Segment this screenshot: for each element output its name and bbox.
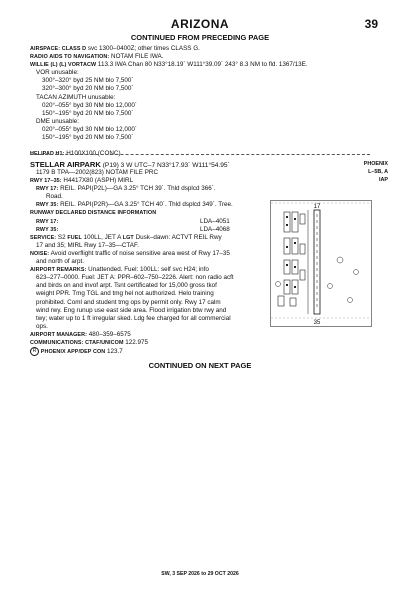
rwy17-label: RWY 17:: [36, 186, 59, 193]
runway-text: H4417X80 (ASPH) MIRL: [63, 177, 134, 185]
rwy17-line: [30, 185, 270, 193]
airspace-text: svc 1300–0400Z; other times CLASS G.: [87, 45, 200, 52]
airport-id-coords: (P19) 3 W UTC–7 N33°17.93´ W111°54.95´: [102, 162, 230, 169]
runway-label: RWY 17–35:: [30, 178, 62, 185]
footer-dates: SW, 3 SEP 2026 to 29 OCT 2026: [161, 571, 239, 577]
rwy17-text: REIL. PAPI(P2L)—GA 3.25° TCH 39´. Thld dsplcd 366´.: [60, 185, 216, 193]
side-city: PHOENIX: [363, 161, 388, 167]
remarks-line: and birds on and invof arpt. Tsnt certificated for 15,000 gross tkof: [36, 282, 217, 290]
noise-text-2: and north of arpt.: [36, 258, 84, 266]
declared-rwy17: [30, 218, 270, 226]
airport-diagram: [270, 200, 372, 327]
manager-text: 480–359–6575: [88, 330, 131, 338]
remarks-label: AIRPORT REMARKS:: [30, 267, 87, 274]
continued-next-heading: CONTINUED ON NEXT PAGE: [148, 361, 252, 370]
declared-rwy17-label: RWY 17:: [36, 218, 59, 225]
tacan-restriction-1: 020°–055° byd 30 NM blo 12,000´: [42, 101, 138, 109]
remarks-text-0: Unattended. Fuel: 100LL: self svc H24; info: [88, 266, 209, 274]
service-line: [30, 234, 270, 242]
state-title: ARIZONA: [170, 17, 230, 31]
airport-title-line: [30, 160, 230, 169]
radio-aids-text: NOTAM FILE IWA.: [111, 53, 164, 61]
runway-line: [30, 177, 270, 185]
side-reference: [364, 160, 388, 184]
side-chart: L–5B, A: [368, 169, 388, 175]
airport-entry: [30, 169, 270, 356]
tacan-restriction-2: 150°–195° byd 20 NM blo 7,500´: [42, 109, 134, 117]
remarks-line: weight PPR. Tmg TGL and tmg hel not authorized. Helo training: [36, 290, 214, 298]
vor-restriction-1: 300°–320° byd 25 NM blo 7,500´: [42, 77, 134, 85]
continued-from-heading: CONTINUED FROM PRECEDING PAGE: [130, 33, 270, 42]
helipad-text: H100X100 (CONC): [66, 150, 121, 158]
vortac-text: 113.3 IWA Chan 80 N33°18.19´ W111°39.09´ 243° 8.3 NM to fld. 1367/13E.: [97, 61, 308, 69]
lgt-text: Dusk–dawn: ACTVT REIL Rwy: [135, 233, 222, 241]
dme-unusable: DME unusable:: [36, 117, 80, 125]
vortac-line: [30, 61, 370, 69]
remarks-line-0: [30, 266, 270, 274]
noise-label: NOISE:: [30, 250, 50, 257]
rwy35-line: [30, 201, 270, 209]
registered-r-icon: R: [30, 347, 39, 356]
noise-text: Avoid overflight traffic of noise sensitive area west of Rwy 17–35: [50, 249, 230, 257]
side-iap: IAP: [379, 177, 388, 183]
lgt-label: LGT: [122, 234, 134, 241]
dme-restriction-1: 020°–055° byd 30 NM blo 12,000´: [42, 125, 138, 133]
vortac-label: WILLIE (L) (L) VORTACW: [30, 62, 97, 69]
declared-distance-heading: RUNWAY DECLARED DISTANCE INFORMATION: [30, 210, 157, 217]
airspace-line: [30, 45, 370, 53]
radio-aids-line: [30, 53, 370, 61]
tacan-unusable: TACAN AZIMUTH unusable:: [36, 93, 116, 101]
airport-elev-line: 1179 B TPA—2002(823) NOTAM FILE PRC: [36, 169, 159, 176]
airspace-label: AIRSPACE: CLASS D: [30, 46, 87, 52]
declared-rwy35-lda: LDA–4068: [200, 225, 230, 233]
remarks-line: ops.: [36, 322, 48, 330]
fuel-text: 100LL, JET A: [83, 233, 121, 241]
app-label: PHOENIX APP/DEP CON: [40, 349, 106, 356]
app-line: [30, 347, 270, 356]
noise-line: [30, 250, 270, 258]
remarks-line: prohibited. Coml and student tmg ops by permit only. Rwy 17 calm: [36, 298, 221, 306]
service-s: S2: [57, 233, 66, 241]
fuel-label: FUEL: [67, 234, 82, 241]
airport-name: STELLAR AIRPARK: [30, 160, 101, 169]
vor-unusable: VOR unusable:: [36, 69, 79, 77]
manager-line: [30, 331, 270, 339]
app-text: 123.7: [107, 348, 123, 356]
lgt-text-2: 17 and 35; MIRL Rwy 17–35—CTAF.: [36, 241, 139, 249]
page-number: 39: [364, 17, 378, 31]
comm-label: COMMUNICATIONS: CTAF/UNICOM: [30, 339, 124, 346]
declared-rwy35: [30, 226, 270, 234]
diagram-rwy17-label: 17: [313, 204, 321, 210]
manager-label: AIRPORT MANAGER:: [30, 331, 88, 338]
comm-text: 122.975: [125, 338, 149, 346]
dme-restriction-2: 150°–195° byd 20 NM blo 7,500´: [42, 134, 134, 142]
section-divider: [30, 154, 370, 155]
diagram-rwy35-label: 35: [313, 320, 321, 326]
remarks-line: twy; water up to 1 ft irregular sked. Ldg fee charged for all commercial: [36, 314, 231, 322]
rwy35-label: RWY 35:: [36, 202, 59, 209]
remarks-line: wind rwy. Eng runup use east side area. Flood irrigation btw rwy and: [36, 306, 227, 314]
declared-rwy17-lda: LDA–4051: [200, 217, 230, 225]
service-label: SERVICE:: [30, 234, 57, 241]
vor-restriction-2: 320°–300° byd 20 NM blo 7,500´: [42, 85, 134, 93]
helipad-label: HELIPAD H1:: [30, 151, 65, 158]
rwy17-text-2: Road.: [46, 193, 63, 201]
radio-aids-label: RADIO AIDS TO NAVIGATION:: [30, 54, 110, 61]
top-entries: [30, 45, 370, 158]
remarks-line: 623–277–0000. Fuel: JET A: PPR–602–750–2226. Alert: non radio acft: [36, 274, 234, 282]
declared-rwy35-label: RWY 35:: [36, 226, 59, 233]
comm-line: [30, 339, 270, 347]
rwy35-text: REIL. PAPI(P2R)—GA 3.25° TCH 40´. Thld dsplcd 349´. Tree.: [60, 201, 233, 209]
